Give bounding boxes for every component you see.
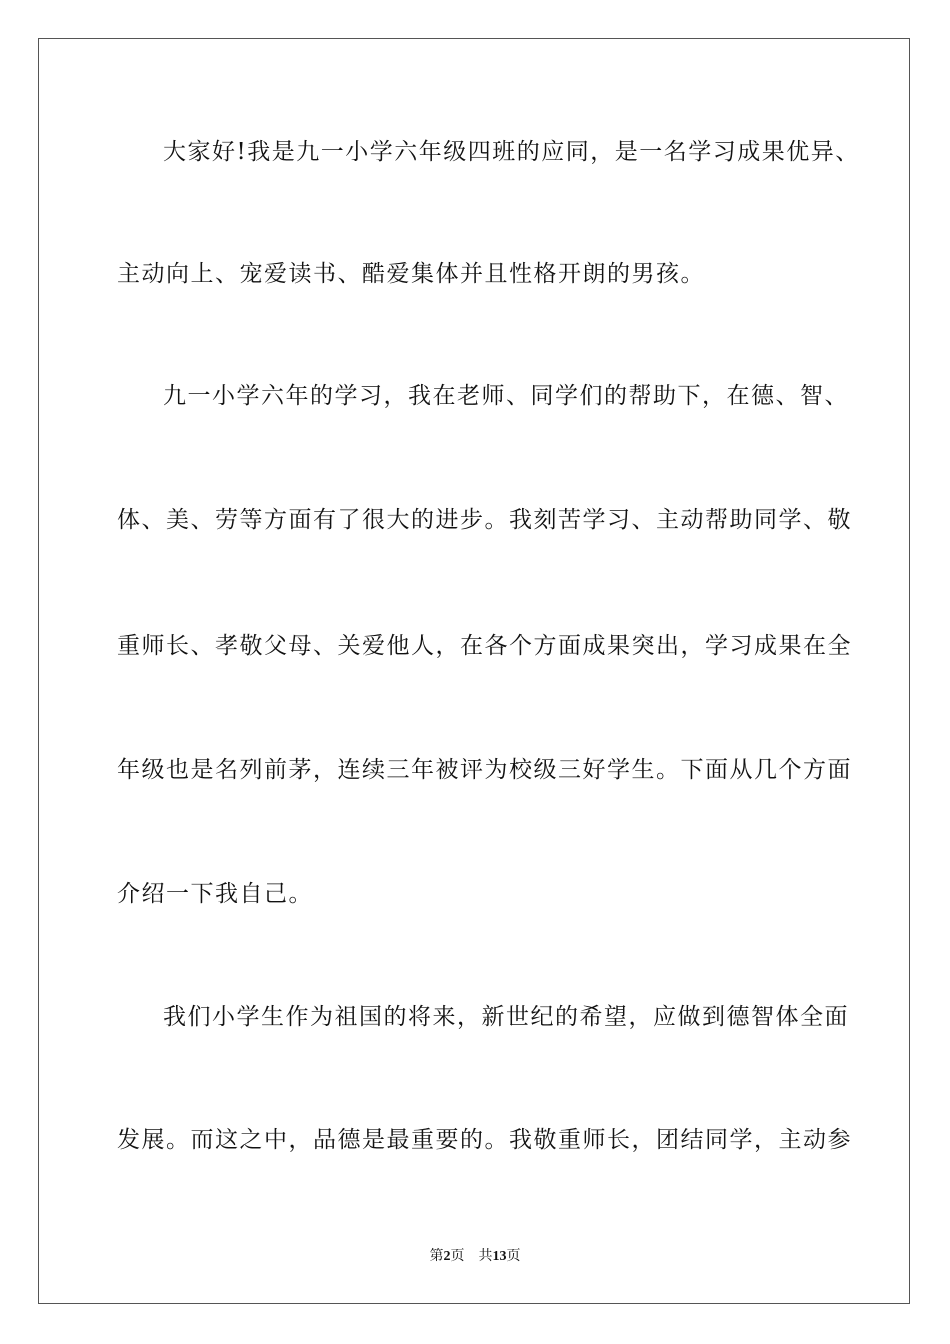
paragraph-3-line-2: 发展。而这之中，品德是最重要的。我敬重师长，团结同学，主动参 xyxy=(117,1127,852,1153)
page-border xyxy=(38,38,910,1304)
current-page-number: 2 xyxy=(443,1249,451,1264)
total-page-count: 13 xyxy=(492,1249,507,1264)
paragraph-2-line-5: 介绍一下我自己。 xyxy=(117,881,313,907)
paragraph-2-line-4: 年级也是名列前茅，连续三年被评为校级三好学生。下面从几个方面 xyxy=(117,757,852,783)
total-label-suffix: 页 xyxy=(506,1249,521,1264)
paragraph-1-line-2: 主动向上、宠爱读书、酷爱集体并且性格开朗的男孩。 xyxy=(117,261,705,287)
paragraph-3-line-1: 我们小学生作为祖国的将来，新世纪的希望，应做到德智体全面 xyxy=(163,1004,849,1030)
total-label-prefix: 共 xyxy=(478,1249,493,1264)
page-footer xyxy=(0,1248,950,1266)
paragraph-2-line-2: 体、美、劳等方面有了很大的进步。我刻苦学习、主动帮助同学、敬 xyxy=(117,507,852,533)
page-label-suffix: 页 xyxy=(450,1249,465,1264)
paragraph-1-line-1: 大家好!我是九一小学六年级四班的应同，是一名学习成果优异、 xyxy=(163,139,860,165)
page-label-prefix: 第 xyxy=(429,1249,444,1264)
paragraph-2-line-1: 九一小学六年的学习，我在老师、同学们的帮助下，在德、智、 xyxy=(163,383,849,409)
paragraph-2-line-3: 重师长、孝敬父母、关爱他人，在各个方面成果突出，学习成果在全 xyxy=(117,633,852,659)
